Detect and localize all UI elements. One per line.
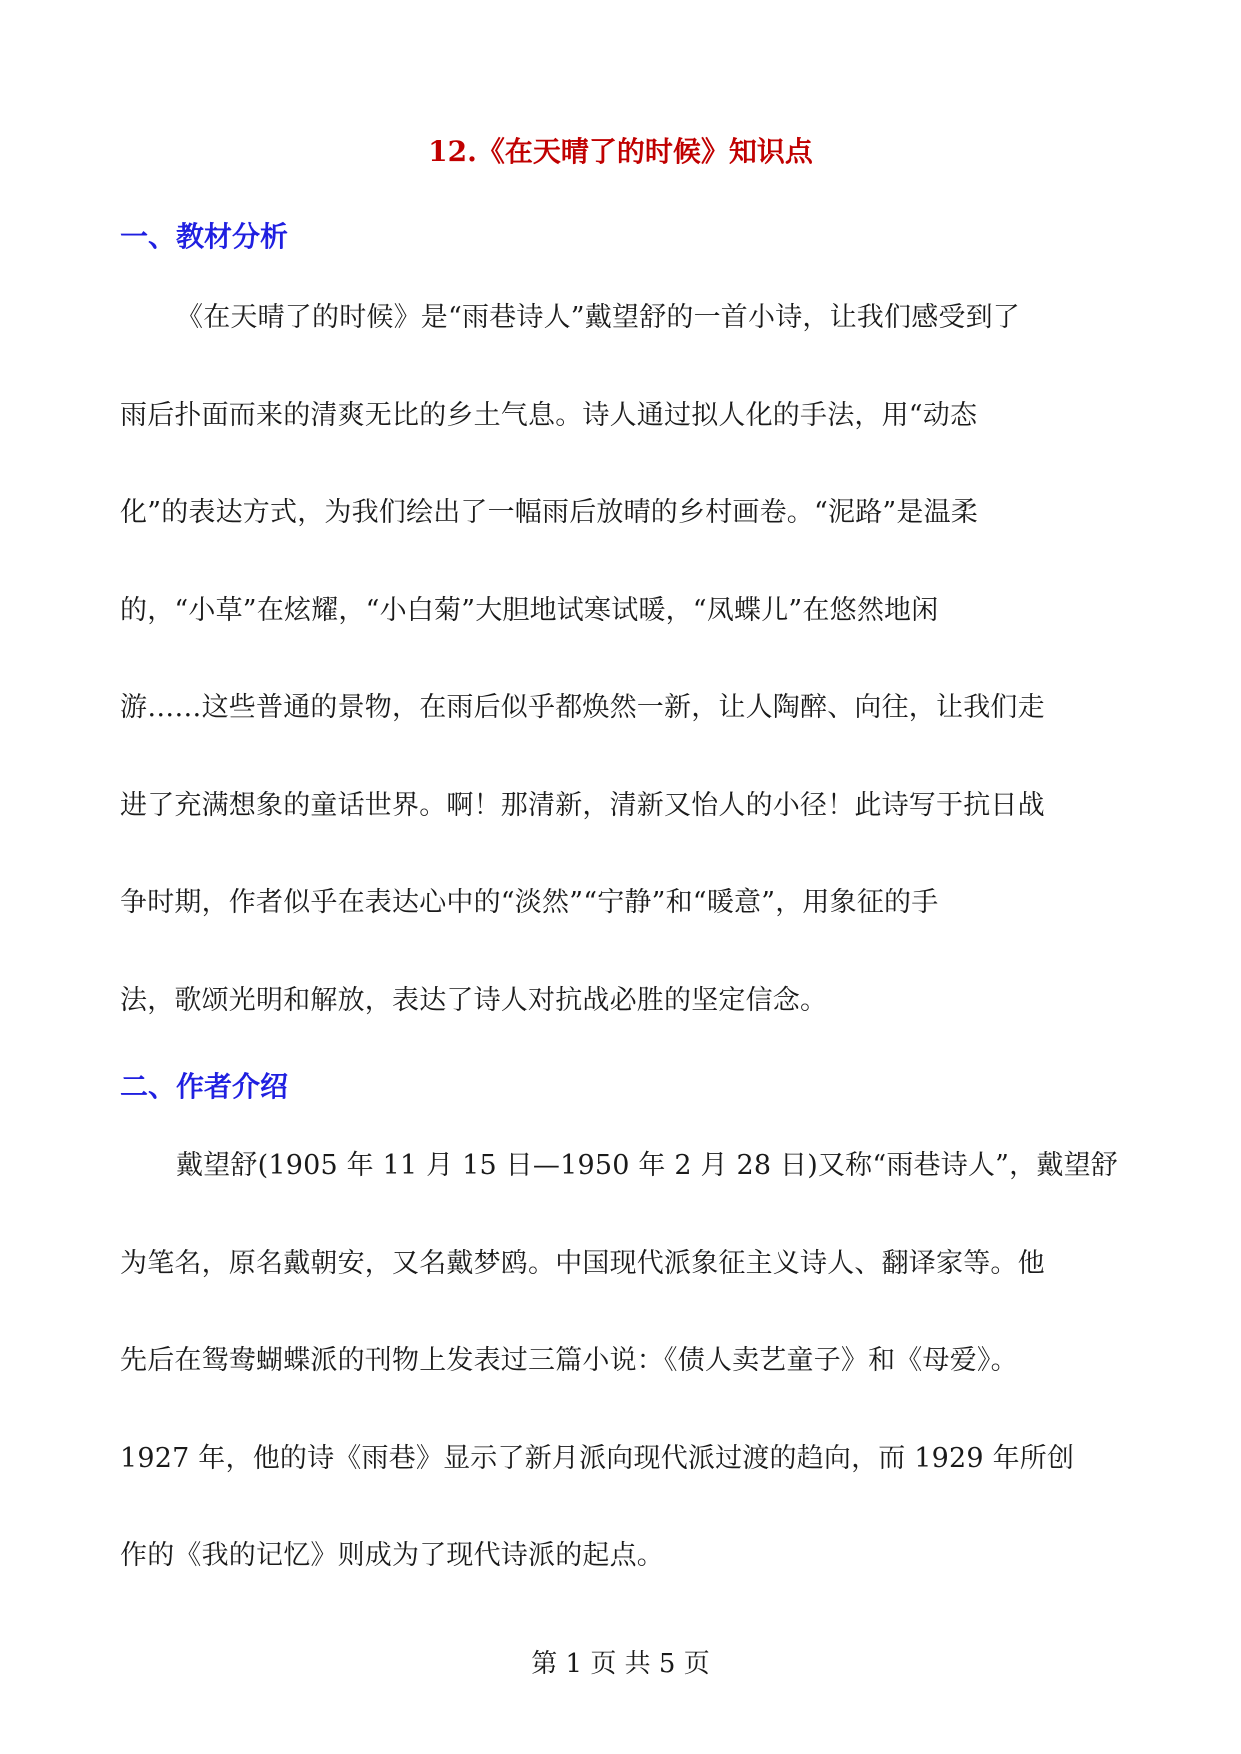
paragraph-textbook-analysis bbox=[120, 298, 1120, 1078]
paragraph-author-intro bbox=[120, 1146, 1120, 1634]
paragraph-line: 法，歌颂光明和解放，表达了诗人对抗战必胜的坚定信念。 bbox=[120, 984, 828, 1016]
section-heading-textbook-analysis: 一、教材分析 bbox=[120, 220, 289, 253]
page-number-footer: 第 1 页 共 5 页 bbox=[531, 1649, 710, 1679]
document-title: 12.《在天晴了的时候》知识点 bbox=[428, 135, 813, 168]
paragraph-line: 雨后扑面而来的清爽无比的乡土气息。诗人通过拟人化的手法，用“动态 bbox=[120, 399, 978, 431]
paragraph-line: 1927 年，他的诗《雨巷》显示了新月派向现代派过渡的趋向，而 1929 年所创 bbox=[120, 1442, 1075, 1474]
paragraph-line: 的，“小草”在炫耀，“小白菊”大胆地试寒试暖，“凤蝶儿”在悠然地闲 bbox=[120, 594, 939, 626]
paragraph-line: 为笔名，原名戴朝安，又名戴梦鸥。中国现代派象征主义诗人、翻译家等。他 bbox=[120, 1247, 1045, 1279]
paragraph-line: 游……这些普通的景物，在雨后似乎都焕然一新，让人陶醉、向往，让我们走 bbox=[120, 692, 1045, 723]
paragraph-line: 作的《我的记忆》则成为了现代诗派的起点。 bbox=[120, 1540, 664, 1571]
paragraph-line: 戴望舒(1905 年 11 月 15 日—1950 年 2 月 28 日)又称“雨巷诗人”，戴望舒 bbox=[176, 1150, 1118, 1181]
paragraph-line: 《在天晴了的时候》是“雨巷诗人”戴望舒的一首小诗，让我们感受到了 bbox=[176, 302, 1021, 333]
paragraph-line: 先后在鸳鸯蝴蝶派的刊物上发表过三篇小说：《债人卖艺童子》和《母爱》。 bbox=[120, 1345, 1018, 1376]
section-heading-author-intro: 二、作者介绍 bbox=[120, 1070, 289, 1103]
paragraph-line: 争时期，作者似乎在表达心中的“淡然”“宁静”和“暖意”，用象征的手 bbox=[120, 887, 939, 918]
paragraph-line: 进了充满想象的童话世界。啊！那清新，清新又怡人的小径！此诗写于抗日战 bbox=[120, 789, 1045, 821]
paragraph-line: 化”的表达方式，为我们绘出了一幅雨后放晴的乡村画卷。“泥路”是温柔 bbox=[120, 497, 979, 528]
